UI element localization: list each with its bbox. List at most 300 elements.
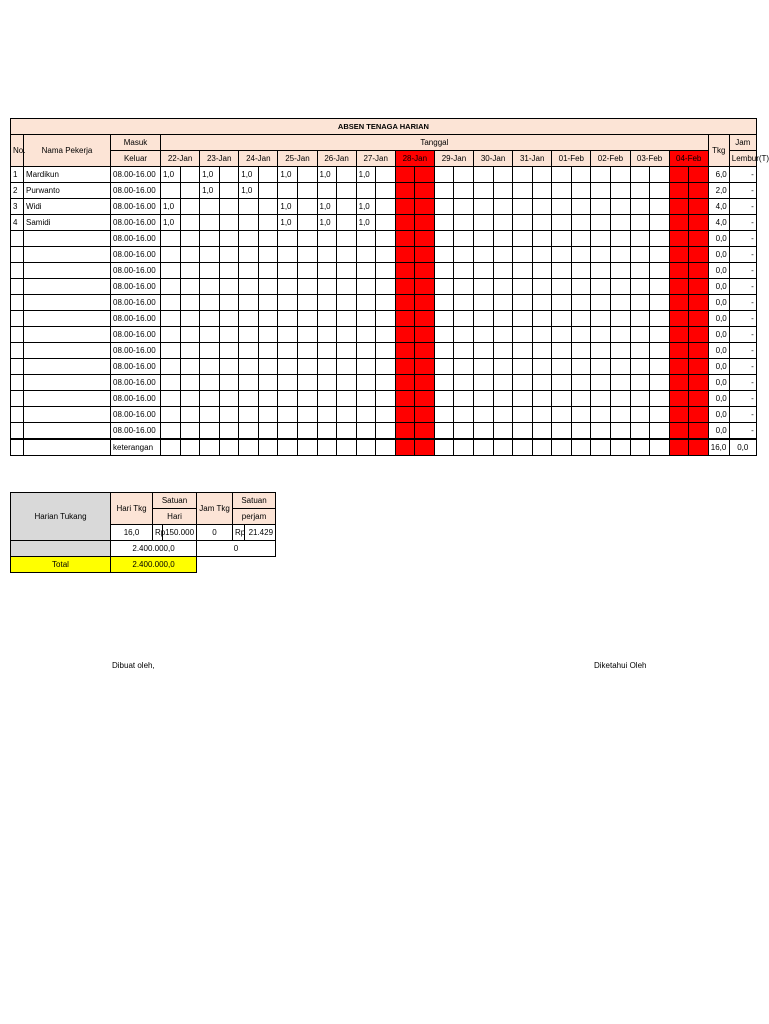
- day-cell: [591, 295, 630, 311]
- day-cell: [317, 263, 356, 279]
- day-cell: [434, 439, 473, 456]
- day-cell: [239, 215, 278, 231]
- day-cell: [200, 343, 239, 359]
- worker-time: 08.00-16.00: [111, 375, 161, 391]
- worker-tkg: 0,0: [708, 407, 729, 423]
- day-cell: [474, 167, 513, 183]
- day-cell: [630, 311, 669, 327]
- day-cell: [356, 279, 395, 295]
- header-date: 27-Jan: [356, 151, 395, 167]
- worker-tkg: 2,0: [708, 183, 729, 199]
- worker-no: [11, 375, 24, 391]
- worker-name: [24, 327, 111, 343]
- day-cell: [513, 263, 552, 279]
- day-cell: [317, 343, 356, 359]
- footer-blank: [24, 439, 111, 456]
- day-cell: [630, 423, 669, 440]
- worker-time: 08.00-16.00: [111, 279, 161, 295]
- worker-time: 08.00-16.00: [111, 391, 161, 407]
- day-cell: [669, 439, 708, 456]
- day-cell: [317, 311, 356, 327]
- worker-time: 08.00-16.00: [111, 311, 161, 327]
- day-cell: [474, 407, 513, 423]
- day-cell: [239, 247, 278, 263]
- worker-no: 4: [11, 215, 24, 231]
- worker-name: [24, 295, 111, 311]
- jam-value: 0: [197, 525, 233, 541]
- worker-time: 08.00-16.00: [111, 231, 161, 247]
- worker-name: [24, 391, 111, 407]
- day-cell: [200, 215, 239, 231]
- day-cell: [669, 279, 708, 295]
- day-cell: 1,0: [200, 183, 239, 199]
- worker-tkg: 0,0: [708, 375, 729, 391]
- day-cell: [239, 295, 278, 311]
- table-row: [11, 167, 757, 183]
- day-cell: [161, 391, 200, 407]
- footer-keterangan: keterangan: [111, 439, 161, 456]
- worker-tkg: 6,0: [708, 167, 729, 183]
- day-cell: 1,0: [161, 167, 200, 183]
- day-cell: [591, 407, 630, 423]
- worker-time: 08.00-16.00: [111, 423, 161, 440]
- day-cell: 1,0: [161, 199, 200, 215]
- day-cell: 1,0: [317, 167, 356, 183]
- day-cell: [513, 359, 552, 375]
- day-cell: [474, 183, 513, 199]
- day-cell: [356, 247, 395, 263]
- day-cell: [513, 311, 552, 327]
- day-cell: [395, 391, 434, 407]
- day-cell: [161, 279, 200, 295]
- blank-cell: [11, 541, 111, 557]
- day-cell: [395, 295, 434, 311]
- header-lembur: Lembur(T): [729, 151, 756, 167]
- day-cell: [591, 263, 630, 279]
- day-cell: [200, 391, 239, 407]
- day-cell: [239, 263, 278, 279]
- day-cell: [552, 359, 591, 375]
- day-cell: [552, 311, 591, 327]
- day-cell: [630, 439, 669, 456]
- header-date: 26-Jan: [317, 151, 356, 167]
- worker-lembur: -: [729, 167, 756, 183]
- day-cell: [161, 311, 200, 327]
- wage-summary-table: [10, 492, 276, 573]
- day-cell: [513, 391, 552, 407]
- worker-time: 08.00-16.00: [111, 199, 161, 215]
- worker-time: 08.00-16.00: [111, 263, 161, 279]
- day-cell: 1,0: [278, 167, 317, 183]
- day-cell: [591, 247, 630, 263]
- day-cell: 1,0: [356, 215, 395, 231]
- table-row: [11, 375, 757, 391]
- day-cell: [434, 375, 473, 391]
- worker-tkg: 0,0: [708, 423, 729, 440]
- day-cell: [356, 311, 395, 327]
- day-cell: [552, 183, 591, 199]
- day-cell: [200, 263, 239, 279]
- day-cell: [356, 231, 395, 247]
- day-cell: [395, 199, 434, 215]
- day-cell: [669, 327, 708, 343]
- header-date: 23-Jan: [200, 151, 239, 167]
- worker-name: [24, 407, 111, 423]
- worker-lembur: -: [729, 247, 756, 263]
- header-date: 03-Feb: [630, 151, 669, 167]
- worker-tkg: 4,0: [708, 199, 729, 215]
- day-cell: [552, 167, 591, 183]
- day-cell: [278, 375, 317, 391]
- header-date: 24-Jan: [239, 151, 278, 167]
- day-cell: [239, 391, 278, 407]
- day-cell: [591, 311, 630, 327]
- worker-lembur: -: [729, 391, 756, 407]
- worker-lembur: -: [729, 407, 756, 423]
- day-cell: [474, 359, 513, 375]
- day-cell: [591, 343, 630, 359]
- day-cell: [278, 327, 317, 343]
- day-cell: [200, 407, 239, 423]
- day-cell: [434, 423, 473, 440]
- worker-no: [11, 423, 24, 440]
- worker-tkg: 0,0: [708, 359, 729, 375]
- day-cell: [591, 215, 630, 231]
- worker-name: [24, 359, 111, 375]
- day-cell: [200, 311, 239, 327]
- day-cell: 1,0: [317, 215, 356, 231]
- day-cell: [552, 439, 591, 456]
- worker-no: 3: [11, 199, 24, 215]
- day-cell: [669, 263, 708, 279]
- day-cell: [317, 183, 356, 199]
- day-cell: [669, 199, 708, 215]
- day-cell: [239, 407, 278, 423]
- hari-subheader: Hari: [153, 509, 197, 525]
- day-cell: [434, 279, 473, 295]
- day-cell: [278, 343, 317, 359]
- header-nama-pekerja: Nama Pekerja: [24, 135, 111, 167]
- header-no: No.: [11, 135, 24, 167]
- day-cell: [434, 231, 473, 247]
- worker-time: 08.00-16.00: [111, 295, 161, 311]
- harian-tukang-label: Harian Tukang: [11, 493, 111, 541]
- day-cell: [161, 295, 200, 311]
- day-cell: [434, 359, 473, 375]
- day-cell: [552, 263, 591, 279]
- total-label: Total: [11, 557, 111, 573]
- day-cell: [630, 247, 669, 263]
- day-cell: [669, 167, 708, 183]
- worker-time: 08.00-16.00: [111, 167, 161, 183]
- day-cell: [513, 215, 552, 231]
- day-cell: [669, 343, 708, 359]
- day-cell: [474, 231, 513, 247]
- currency-hari: Rp: [153, 525, 163, 541]
- day-cell: [669, 407, 708, 423]
- day-cell: [161, 247, 200, 263]
- day-cell: [395, 327, 434, 343]
- table-row: [11, 183, 757, 199]
- table-title: ABSEN TENAGA HARIAN: [11, 119, 757, 135]
- worker-no: [11, 279, 24, 295]
- day-cell: [356, 407, 395, 423]
- day-cell: [434, 263, 473, 279]
- day-cell: [630, 391, 669, 407]
- worker-tkg: 0,0: [708, 247, 729, 263]
- worker-lembur: -: [729, 423, 756, 440]
- day-cell: [669, 215, 708, 231]
- day-cell: [278, 439, 317, 456]
- day-cell: [356, 423, 395, 440]
- day-cell: [552, 199, 591, 215]
- day-cell: [669, 423, 708, 440]
- worker-name: [24, 247, 111, 263]
- day-cell: [356, 263, 395, 279]
- day-cell: [200, 327, 239, 343]
- worker-tkg: 0,0: [708, 311, 729, 327]
- worker-tkg: 4,0: [708, 215, 729, 231]
- worker-time: 08.00-16.00: [111, 327, 161, 343]
- day-cell: [552, 327, 591, 343]
- day-cell: [395, 183, 434, 199]
- header-tanggal: Tanggal: [161, 135, 709, 151]
- day-cell: [513, 199, 552, 215]
- day-cell: [630, 407, 669, 423]
- day-cell: [356, 327, 395, 343]
- day-cell: [434, 215, 473, 231]
- made-by-label: Dibuat oleh,: [112, 661, 155, 670]
- day-cell: [239, 311, 278, 327]
- day-cell: [434, 311, 473, 327]
- day-cell: [239, 343, 278, 359]
- satuan-jam-header: Satuan: [233, 493, 276, 509]
- day-cell: [591, 439, 630, 456]
- day-cell: [356, 183, 395, 199]
- day-cell: [669, 183, 708, 199]
- day-cell: [474, 215, 513, 231]
- day-cell: [317, 231, 356, 247]
- day-cell: [591, 327, 630, 343]
- day-cell: [239, 359, 278, 375]
- day-cell: [239, 199, 278, 215]
- day-cell: [669, 247, 708, 263]
- day-cell: [161, 263, 200, 279]
- worker-no: [11, 231, 24, 247]
- table-row: [11, 327, 757, 343]
- worker-no: 2: [11, 183, 24, 199]
- table-row: [11, 391, 757, 407]
- header-masuk: Masuk: [111, 135, 161, 151]
- day-cell: [278, 359, 317, 375]
- worker-lembur: -: [729, 183, 756, 199]
- table-row: [11, 247, 757, 263]
- day-cell: [591, 167, 630, 183]
- header-date: 02-Feb: [591, 151, 630, 167]
- day-cell: [552, 407, 591, 423]
- header-jam: Jam: [729, 135, 756, 151]
- day-cell: [317, 359, 356, 375]
- worker-time: 08.00-16.00: [111, 215, 161, 231]
- worker-tkg: 0,0: [708, 279, 729, 295]
- worker-lembur: -: [729, 279, 756, 295]
- header-date: 22-Jan: [161, 151, 200, 167]
- header-date: 29-Jan: [434, 151, 473, 167]
- day-cell: 1,0: [278, 199, 317, 215]
- header-tkg: Tkg: [708, 135, 729, 167]
- worker-time: 08.00-16.00: [111, 247, 161, 263]
- day-cell: [513, 247, 552, 263]
- day-cell: 1,0: [317, 199, 356, 215]
- currency-jam: Rp: [233, 525, 245, 541]
- day-cell: [278, 391, 317, 407]
- day-cell: [591, 359, 630, 375]
- worker-no: [11, 407, 24, 423]
- footer-blank: [11, 439, 24, 456]
- subtotal-jam: 0: [197, 541, 276, 557]
- worker-lembur: -: [729, 327, 756, 343]
- day-cell: [317, 423, 356, 440]
- header-date: 04-Feb: [669, 151, 708, 167]
- worker-name: Mardikun: [24, 167, 111, 183]
- worker-tkg: 0,0: [708, 343, 729, 359]
- worker-time: 08.00-16.00: [111, 343, 161, 359]
- header-date: 25-Jan: [278, 151, 317, 167]
- day-cell: [630, 183, 669, 199]
- day-cell: [552, 295, 591, 311]
- worker-lembur: -: [729, 311, 756, 327]
- day-cell: [239, 375, 278, 391]
- day-cell: [669, 231, 708, 247]
- day-cell: [474, 311, 513, 327]
- day-cell: [317, 247, 356, 263]
- table-row: [11, 231, 757, 247]
- worker-name: Widi: [24, 199, 111, 215]
- day-cell: [356, 359, 395, 375]
- day-cell: [591, 279, 630, 295]
- day-cell: [591, 183, 630, 199]
- table-row: [11, 199, 757, 215]
- day-cell: 1,0: [239, 167, 278, 183]
- day-cell: [317, 407, 356, 423]
- table-row: [11, 359, 757, 375]
- day-cell: [630, 327, 669, 343]
- worker-time: 08.00-16.00: [111, 183, 161, 199]
- day-cell: [591, 199, 630, 215]
- worker-name: [24, 263, 111, 279]
- day-cell: [278, 231, 317, 247]
- day-cell: [395, 375, 434, 391]
- day-cell: [474, 295, 513, 311]
- worker-no: [11, 247, 24, 263]
- day-cell: [552, 231, 591, 247]
- table-row: [11, 279, 757, 295]
- worker-name: [24, 423, 111, 440]
- day-cell: [239, 231, 278, 247]
- day-cell: [513, 375, 552, 391]
- worker-name: [24, 311, 111, 327]
- day-cell: [161, 407, 200, 423]
- header-keluar: Keluar: [111, 151, 161, 167]
- day-cell: [474, 423, 513, 440]
- known-by-label: Diketahui Oleh: [594, 661, 647, 670]
- day-cell: [317, 391, 356, 407]
- day-cell: [669, 295, 708, 311]
- day-cell: [161, 183, 200, 199]
- worker-name: [24, 343, 111, 359]
- worker-tkg: 0,0: [708, 327, 729, 343]
- worker-no: [11, 263, 24, 279]
- day-cell: [161, 439, 200, 456]
- day-cell: [669, 375, 708, 391]
- day-cell: [395, 407, 434, 423]
- day-cell: 1,0: [239, 183, 278, 199]
- day-cell: [474, 439, 513, 456]
- day-cell: [552, 215, 591, 231]
- day-cell: [434, 183, 473, 199]
- day-cell: [356, 375, 395, 391]
- day-cell: [513, 327, 552, 343]
- day-cell: [552, 375, 591, 391]
- worker-name: [24, 375, 111, 391]
- header-date: 31-Jan: [513, 151, 552, 167]
- day-cell: [434, 327, 473, 343]
- day-cell: [513, 423, 552, 440]
- day-cell: [513, 439, 552, 456]
- day-cell: [395, 279, 434, 295]
- worker-name: Purwanto: [24, 183, 111, 199]
- day-cell: 1,0: [200, 167, 239, 183]
- day-cell: [669, 311, 708, 327]
- day-cell: [434, 407, 473, 423]
- day-cell: [474, 199, 513, 215]
- day-cell: [161, 343, 200, 359]
- day-cell: [317, 295, 356, 311]
- worker-lembur: -: [729, 359, 756, 375]
- day-cell: 1,0: [356, 167, 395, 183]
- day-cell: [630, 167, 669, 183]
- worker-tkg: 0,0: [708, 295, 729, 311]
- day-cell: [356, 391, 395, 407]
- day-cell: [239, 279, 278, 295]
- day-cell: [278, 295, 317, 311]
- footer-total-jam: 0,0: [729, 439, 756, 456]
- day-cell: [474, 263, 513, 279]
- day-cell: [630, 199, 669, 215]
- jam-tkg-header: Jam Tkg: [197, 493, 233, 525]
- worker-no: [11, 295, 24, 311]
- worker-no: [11, 343, 24, 359]
- day-cell: [278, 407, 317, 423]
- header-date: 01-Feb: [552, 151, 591, 167]
- worker-time: 08.00-16.00: [111, 407, 161, 423]
- day-cell: [161, 423, 200, 440]
- day-cell: [513, 343, 552, 359]
- day-cell: [434, 167, 473, 183]
- header-date: 28-Jan: [395, 151, 434, 167]
- day-cell: [630, 279, 669, 295]
- header-date: 30-Jan: [474, 151, 513, 167]
- table-row: [11, 263, 757, 279]
- day-cell: [591, 375, 630, 391]
- day-cell: [513, 407, 552, 423]
- day-cell: [278, 263, 317, 279]
- day-cell: [356, 343, 395, 359]
- day-cell: [630, 295, 669, 311]
- day-cell: [630, 343, 669, 359]
- day-cell: [552, 343, 591, 359]
- day-cell: [278, 183, 317, 199]
